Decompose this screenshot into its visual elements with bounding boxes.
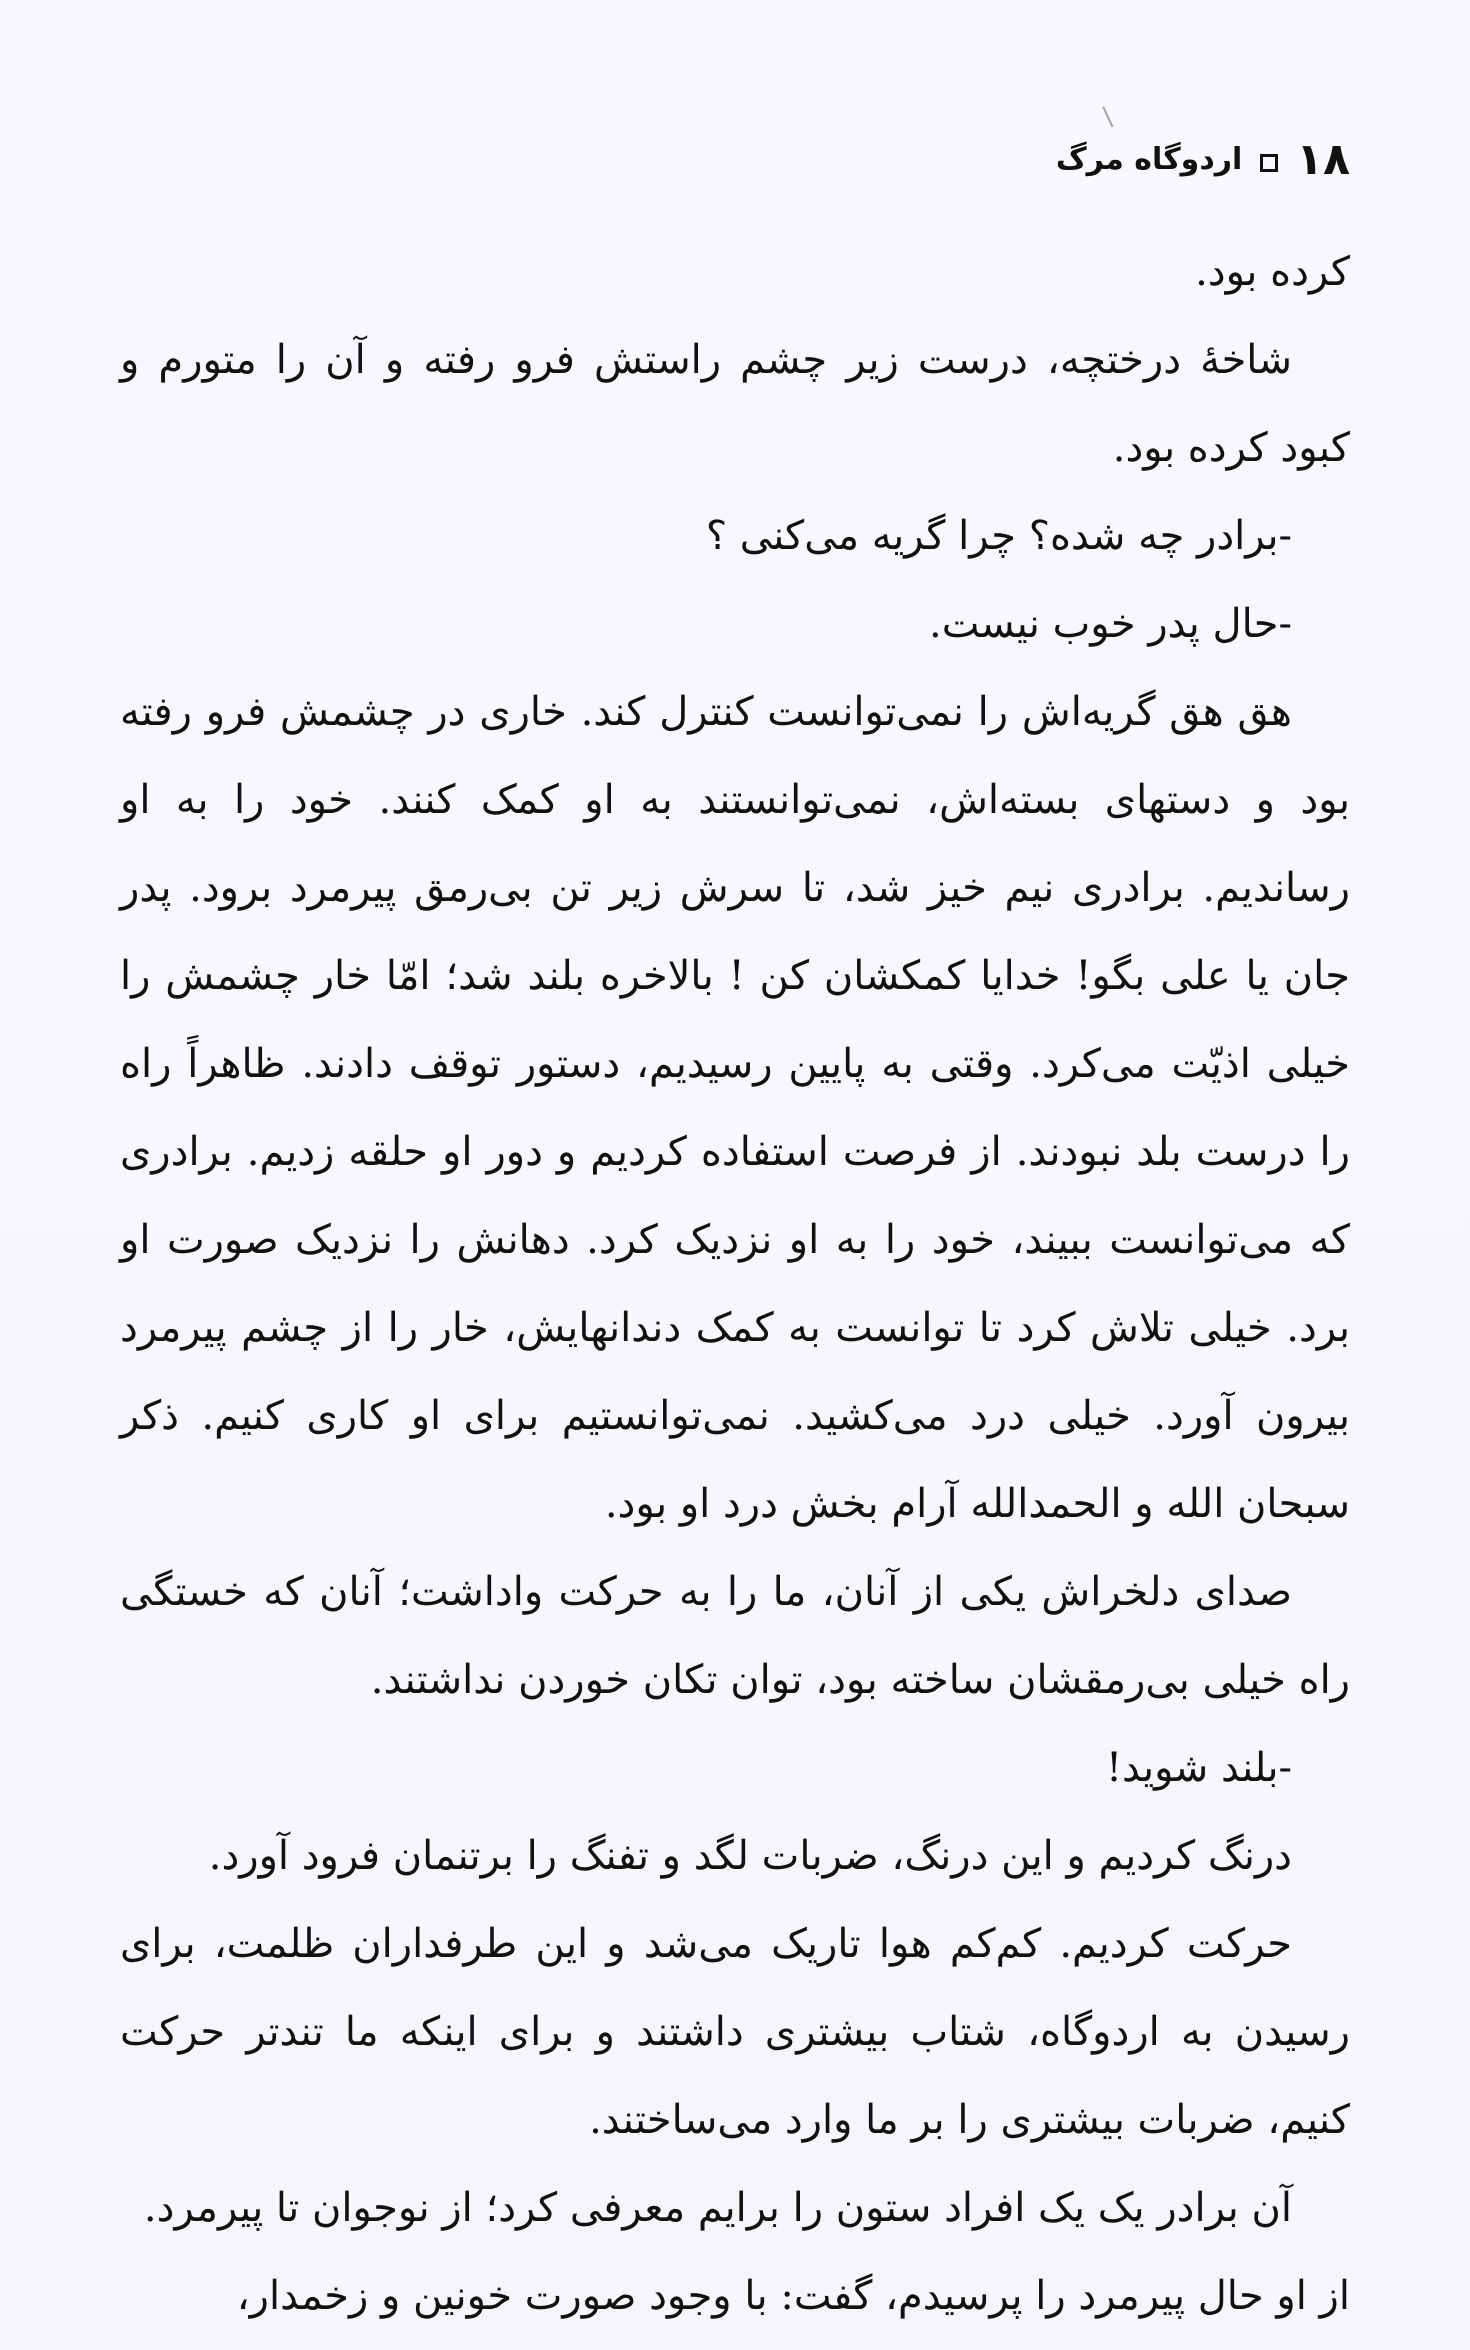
paragraph: از او حال پیرمرد را پرسیدم، گفت: با وجود صورت خونین و زخمدار،: [236, 2273, 1350, 2319]
dialogue-line: -برادر چه شده؟ چرا گریه می‌کنی ؟: [705, 513, 1292, 559]
paragraph: هق هق گریه‌اش را نمی‌توانست کنترل کند. خاری در چشمش فرو رفته بود و دستهای بسته‌اش، نمی‌توانستند به او کمک کنند. خود را به او رساندیم. برادری نیم خیز شد، تا سرش زیر تن بی‌رمق پیرمرد برود. پدر جان یا علی بگو! خدایا کمکشان کن ! بالاخره بلند شد؛ امّا خار چشمش را خیلی اذیّت می‌کرد. وقتی به پایین رسیدیم، دستور توقف دادند. ظاهراً راه را درست بلد نبودند. از فرصت استفاده کردیم و دور او حلقه زدیم. برادری که می‌توانست ببیند، خود را به او نزدیک کرد. دهانش را نزدیک صورت او برد. خیلی تلاش کرد تا توانست به کمک دندانهایش، خار را از چشم پیرمرد بیرون آورد. خیلی درد می‌کشید. نمی‌توانستیم برای او کاری کنیم. ذکر سبحان الله و الحمدالله آرام بخش درد او بود.: [120, 689, 1350, 1527]
dialogue-line: -حال پدر خوب نیست.: [928, 601, 1292, 647]
square-separator-icon: [1260, 154, 1278, 172]
paragraph: کرده بود.: [1195, 249, 1350, 295]
paragraph: درنگ کردیم و این درنگ، ضربات لگد و تفنگ را برتنمان فرود آورد.: [208, 1833, 1292, 1879]
dialogue-line: -بلند شوید!: [1105, 1745, 1292, 1791]
paragraph: شاخهٔ درختچه، درست زیر چشم راستش فرو رفته و آن را متورم و کبود کرده بود.: [120, 337, 1350, 471]
body-text: [120, 228, 1350, 2340]
paragraph: صدای دلخراش یکی از آنان، ما را به حرکت واداشت؛ آنان که خستگی راه خیلی بی‌رمقشان ساخته بود، توان تکان خوردن نداشتند.: [120, 1569, 1350, 1703]
page-number: ۱۸: [1296, 134, 1350, 185]
ink-mark: [1102, 99, 1129, 127]
paragraph: حرکت کردیم. کم‌کم هوا تاریک می‌شد و این طرفداران ظلمت، برای رسیدن به اردوگاه، شتاب بیشتری داشتند و برای اینکه ما تندتر حرکت کنیم، ضربات بیشتری را بر ما وارد می‌ساختند.: [120, 1921, 1350, 2143]
paragraph: آن برادر یک یک افراد ستون را برایم معرفی کرد؛ از نوجوان تا پیرمرد.: [143, 2185, 1292, 2231]
running-title: اردوگاه مرگ: [1055, 142, 1243, 177]
page-header: [120, 130, 1350, 190]
